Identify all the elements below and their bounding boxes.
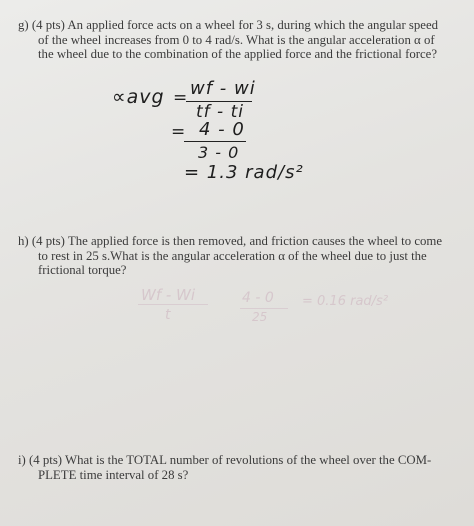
question-g: [18, 18, 466, 62]
question-g-line1: g) (4 pts) An applied force acts on a wheel for 3 s, during which the angular speed: [18, 18, 439, 32]
question-h: [18, 234, 466, 278]
question-i: [18, 453, 466, 482]
question-h-line1: h) (4 pts) The applied force is then removed, and friction causes the wheel to come: [18, 234, 443, 248]
fraction-numerator-1: wf - wi: [190, 78, 256, 99]
question-h-line3: frictional torque?: [38, 263, 127, 278]
fraction-numerator-2: 4 - 0: [199, 119, 245, 140]
fraction-denominator-2: 3 - 0: [198, 143, 240, 162]
question-g-line3: the wheel due to the combination of the applied force and the frictional force?: [38, 47, 438, 62]
faint-numerator: Wf - Wi: [141, 286, 196, 304]
equals-sign-2: =: [171, 122, 187, 142]
question-g-line2: of the wheel increases from 0 to 4 rad/s. What is the angular acceleration α of: [38, 32, 435, 47]
fraction-denominator-1: tf - ti: [196, 102, 244, 122]
alpha-avg-label: ∝avg: [112, 86, 165, 108]
faint-fraction-bar-2: [240, 308, 288, 309]
equals-sign-1: =: [173, 88, 189, 108]
fraction-bar-2: [184, 141, 246, 142]
question-i-line1: i) (4 pts) What is the TOTAL number of revolutions of the wheel over the COM-: [18, 453, 432, 467]
question-h-line2: to rest in 25 s.What is the angular acceleration α of the wheel due to just the: [38, 248, 427, 263]
question-i-line2: PLETE time interval of 28 s?: [38, 467, 189, 482]
faint-fraction-bar-1: [138, 304, 208, 305]
faint-denominator: t: [165, 307, 171, 323]
faint-middle: 4 - 0: [242, 290, 274, 306]
result-g: = 1.3 rad/s²: [184, 162, 304, 183]
faint-middle-denominator: 25: [252, 310, 268, 324]
faint-result: = 0.16 rad/s²: [302, 294, 389, 309]
